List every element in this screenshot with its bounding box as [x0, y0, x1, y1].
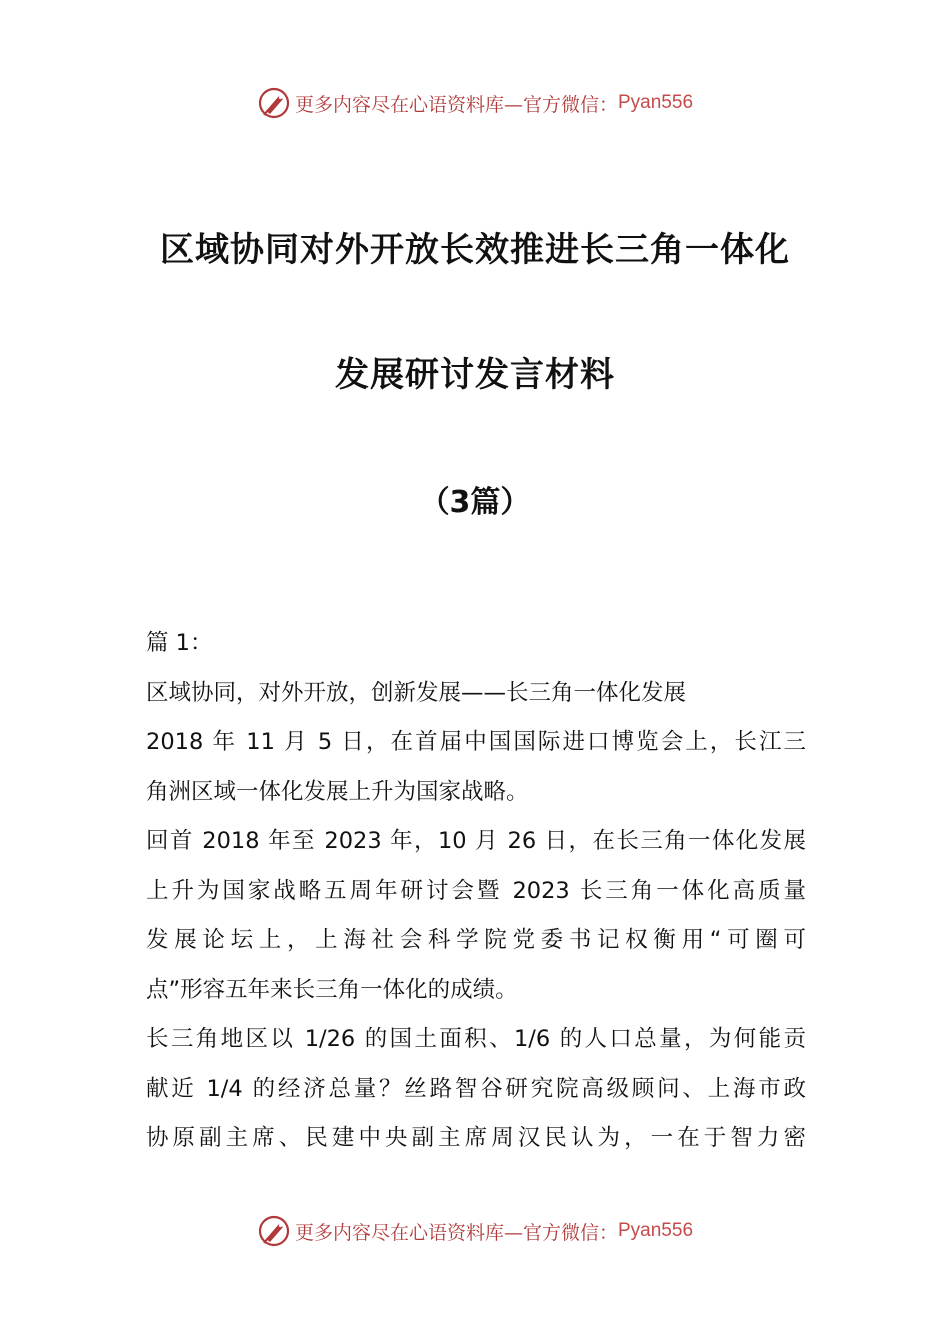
document-body — [146, 619, 806, 1164]
watermark-text: 更多内容尽在心语资料库—官方微信： — [294, 93, 618, 116]
paragraph-line: 回首 2018 年至 2023 年，10 月 26 日，在长三角一体化发展 — [146, 828, 806, 854]
document-title-line-2: 发展研讨发言材料 — [335, 355, 615, 395]
section-heading: 篇 1： — [146, 630, 213, 656]
watermark-wechat-id: Pyan556 — [618, 92, 694, 113]
paragraph-line: 协原副主席、民建中央副主席周汉民认为，一在于智力密 — [146, 1125, 806, 1151]
paragraph-line: 区域协同，对外开放，创新发展——长三角一体化发展 — [146, 679, 687, 706]
document-title-count: （3篇） — [419, 485, 531, 520]
watermark-wechat-id: Pyan556 — [618, 1220, 694, 1241]
paragraph-line: 点”形容五年来长三角一体化的成绩。 — [146, 976, 518, 1003]
paragraph-line: 长三角地区以 1/26 的国土面积、1/6 的人口总量，为何能贡 — [146, 1026, 806, 1052]
paragraph-line: 2018 年 11 月 5 日，在首届中国国际进口博览会上，长江三 — [146, 729, 806, 755]
paragraph-line: 发展论坛上，上海社会科学院党委书记权衡用“可圈可 — [146, 927, 806, 953]
pen-nib-logo-icon — [257, 86, 291, 120]
document-title-line-1: 区域协同对外开放长效推进长三角一体化 — [160, 230, 790, 270]
watermark-banner-bottom — [0, 1211, 950, 1251]
watermark-banner-top — [0, 83, 950, 123]
pen-nib-logo-icon — [257, 1214, 291, 1248]
watermark-text: 更多内容尽在心语资料库—官方微信： — [294, 1221, 618, 1244]
paragraph-line: 上升为国家战略五周年研讨会暨 2023 长三角一体化高质量 — [146, 877, 806, 904]
paragraph-line: 献近 1/4 的经济总量？丝路智谷研究院高级顾问、上海市政 — [146, 1075, 806, 1102]
paragraph-line: 角洲区域一体化发展上升为国家战略。 — [146, 778, 529, 805]
